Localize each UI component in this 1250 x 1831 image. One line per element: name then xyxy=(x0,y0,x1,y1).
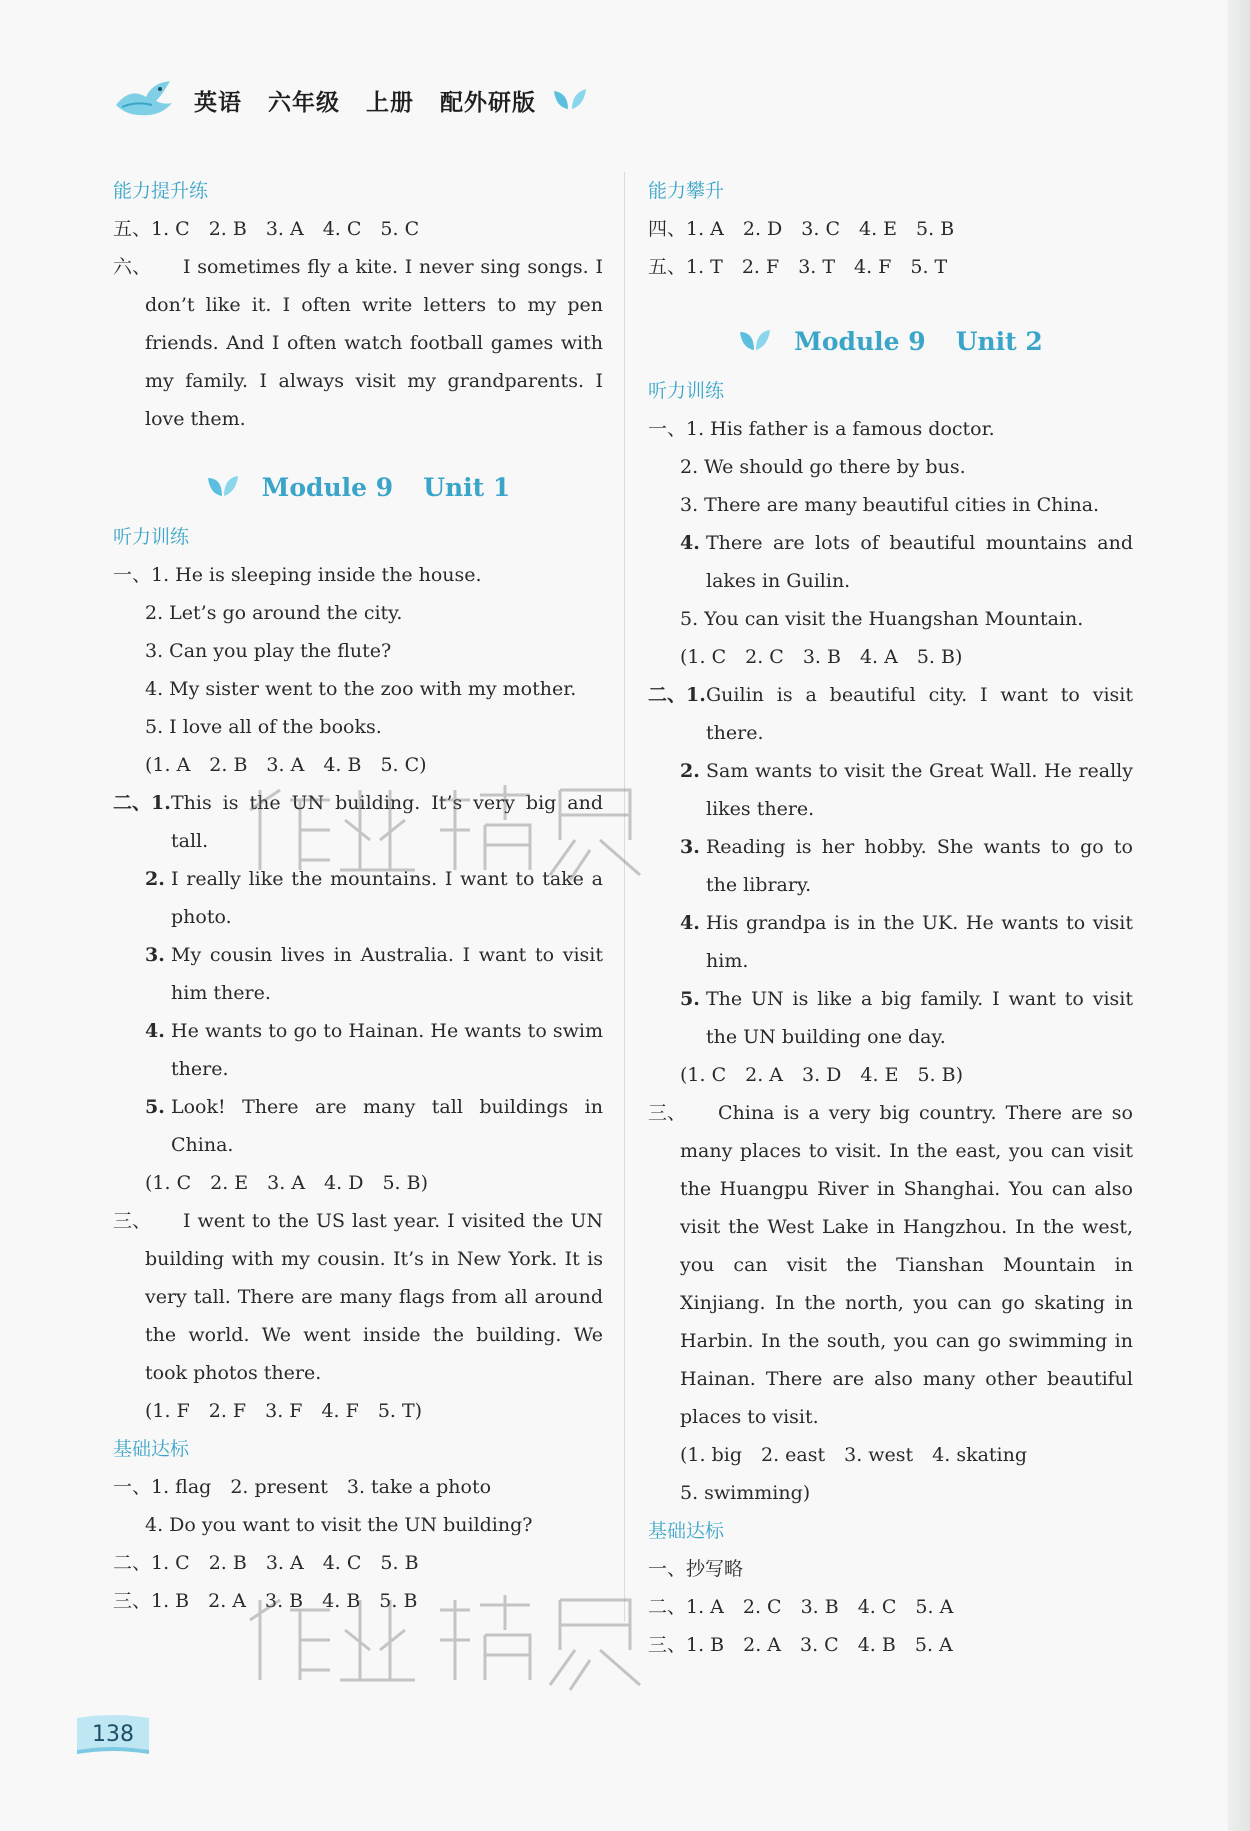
page-header xyxy=(112,72,590,128)
section-heading: 能力提升练 xyxy=(113,180,209,202)
answer-line: 二、1. C 2. B 3. A 4. C 5. B xyxy=(113,1552,419,1574)
hanging-item xyxy=(113,936,603,1012)
unit-title: Unit 2 xyxy=(955,326,1043,356)
module-heading xyxy=(113,456,603,518)
bird-logo-icon xyxy=(112,75,176,125)
item-number: 4. xyxy=(680,532,700,554)
answer-line: 4. Do you want to visit the UN building? xyxy=(145,1514,533,1536)
item-text: Guilin is a beautiful city. I want to visit there. xyxy=(706,684,1133,744)
item-number: 3. xyxy=(680,836,700,858)
passage-text: I went to the US last year. I visited the UN building with my cousin. It’s in New York. It is very tall. There are many flags from all around the world. We went inside the building. We took photos there. xyxy=(145,1210,603,1384)
answer-line: 2. Let’s go around the city. xyxy=(145,602,403,624)
item-text: Reading is her hobby. She wants to go to the library. xyxy=(706,836,1133,896)
unit-title: Unit 1 xyxy=(423,472,511,502)
question-mark: 三、 xyxy=(113,1210,152,1232)
hanging-item xyxy=(648,676,1133,752)
answer-line: 一、1. His father is a famous doctor. xyxy=(648,418,995,440)
answer-line: 五、1. T 2. F 3. T 4. F 5. T xyxy=(648,256,948,278)
item-text: Look! There are many tall buildings in China. xyxy=(171,1096,603,1156)
hanging-item xyxy=(648,752,1133,828)
answer-line: 一、1. flag 2. present 3. take a photo xyxy=(113,1476,492,1498)
watermark-graphic xyxy=(240,770,660,890)
item-text: There are lots of beautiful mountains and lakes in Guilin. xyxy=(706,532,1133,592)
hanging-item xyxy=(113,1088,603,1164)
answer-line: 5. You can visit the Huangshan Mountain. xyxy=(680,608,1084,630)
hanging-item xyxy=(648,904,1133,980)
item-number: 二、1. xyxy=(648,684,706,706)
answer-key: (1. C 2. E 3. A 4. D 5. B) xyxy=(145,1172,428,1194)
section-heading: 基础达标 xyxy=(648,1520,725,1542)
page-edge xyxy=(1228,0,1250,1831)
answer-key: (1. C 2. A 3. D 4. E 5. B) xyxy=(680,1064,963,1086)
watermark-graphic xyxy=(240,1580,660,1700)
question-mark: 六、 xyxy=(113,256,152,278)
item-number: 5. xyxy=(145,1096,165,1118)
item-number: 4. xyxy=(680,912,700,934)
header-volume: 上册 xyxy=(366,89,414,116)
item-text: His grandpa is in the UK. He wants to visit him. xyxy=(706,912,1133,972)
answer-key: (1. C 2. C 3. B 4. A 5. B) xyxy=(680,646,963,668)
answer-key: 5. swimming) xyxy=(680,1482,811,1504)
item-number: 3. xyxy=(145,944,165,966)
question-mark: 三、 xyxy=(648,1102,687,1124)
answer-key: (1. A 2. B 3. A 4. B 5. C) xyxy=(145,754,427,776)
answer-line: 二、1. A 2. C 3. B 4. C 5. A xyxy=(648,1596,954,1618)
item-number: 4. xyxy=(145,1020,165,1042)
answer-key: (1. F 2. F 3. F 4. F 5. T) xyxy=(145,1400,423,1422)
hanging-item xyxy=(648,524,1133,600)
answer-line: 3. Can you play the flute? xyxy=(145,640,392,662)
answer-key: (1. big 2. east 3. west 4. skating xyxy=(680,1444,1028,1466)
item-number: 2. xyxy=(145,868,165,890)
answer-line: 三、1. B 2. A 3. B 4. B 5. B xyxy=(113,1590,418,1612)
passage-block xyxy=(113,1202,603,1392)
item-text: Sam wants to visit the Great Wall. He really likes there. xyxy=(706,760,1133,820)
module-title: Module 9 xyxy=(261,472,394,502)
header-subject: 英语 xyxy=(194,89,242,116)
left-column xyxy=(113,172,603,1620)
item-text: He wants to go to Hainan. He wants to swim there. xyxy=(171,1020,603,1080)
item-number: 5. xyxy=(680,988,700,1010)
page-number-badge xyxy=(75,1714,151,1756)
passage-block xyxy=(648,1094,1133,1436)
item-number: 二、1. xyxy=(113,792,171,814)
answer-line: 5. I love all of the books. xyxy=(145,716,382,738)
answer-line: 一、抄写略 xyxy=(648,1558,744,1580)
answer-line: 4. My sister went to the zoo with my mother. xyxy=(145,678,577,700)
answer-line: 三、1. B 2. A 3. C 4. B 5. A xyxy=(648,1634,953,1656)
answer-line: 2. We should go there by bus. xyxy=(680,456,966,478)
answer-line: 一、1. He is sleeping inside the house. xyxy=(113,564,482,586)
leaves-icon xyxy=(550,87,590,113)
answer-line: 五、1. C 2. B 3. A 4. C 5. C xyxy=(113,218,420,240)
section-heading: 基础达标 xyxy=(113,1438,190,1460)
header-grade: 六年级 xyxy=(268,89,340,116)
hanging-item xyxy=(648,828,1133,904)
leaf-icon xyxy=(206,474,240,500)
passage-block xyxy=(113,248,603,438)
section-heading: 听力训练 xyxy=(648,380,725,402)
item-text: The UN is like a big family. I want to visit the UN building one day. xyxy=(706,988,1133,1048)
hanging-item xyxy=(648,980,1133,1056)
passage-text: I sometimes fly a kite. I never sing songs. I don’t like it. I often write letters to my pen friends. And I often watch football games with my family. I always visit my grandparents. I love them. xyxy=(145,256,603,430)
module-heading xyxy=(648,310,1133,372)
right-column xyxy=(648,172,1133,1664)
item-text: I really like the mountains. I want to take a photo. xyxy=(171,868,603,928)
header-edition: 配外研版 xyxy=(440,89,536,116)
section-heading: 听力训练 xyxy=(113,526,190,548)
item-text: This is the UN building. It’s very big and tall. xyxy=(171,792,603,852)
passage-text: China is a very big country. There are so many places to visit. In the east, you can visit the Huangpu River in Shanghai. You can also visit the West Lake in Hangzhou. In the west, you can visit the Tianshan Mountain in Xinjiang. In the north, you can go skating in Harbin. In the south, you can go swimming in Hainan. There are also many other beautiful places to visit. xyxy=(680,1102,1133,1428)
section-heading: 能力攀升 xyxy=(648,180,725,202)
module-title: Module 9 xyxy=(794,326,926,356)
page-number: 138 xyxy=(92,1722,134,1747)
answer-line: 四、1. A 2. D 3. C 4. E 5. B xyxy=(648,218,955,240)
answer-line: 3. There are many beautiful cities in China. xyxy=(680,494,1100,516)
hanging-item xyxy=(113,1012,603,1088)
leaf-icon xyxy=(738,328,772,354)
item-number: 2. xyxy=(680,760,700,782)
item-text: My cousin lives in Australia. I want to visit him there. xyxy=(171,944,603,1004)
column-divider xyxy=(624,172,625,1622)
